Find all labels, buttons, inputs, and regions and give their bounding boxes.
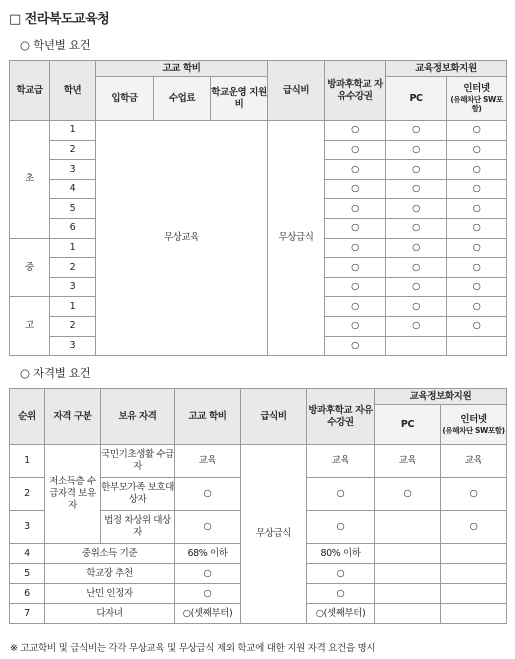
pc-mark bbox=[386, 336, 447, 356]
internet-mark: ○ bbox=[447, 297, 507, 317]
header-pc: PC bbox=[386, 77, 447, 121]
header-grade: 학년 bbox=[50, 61, 96, 121]
header-admission: 입학금 bbox=[96, 77, 154, 121]
grade-cell: 1 bbox=[50, 238, 96, 258]
internet-cell: ○ bbox=[441, 478, 507, 511]
afterschool-mark: ○ bbox=[325, 336, 386, 356]
afterschool-mark: ○ bbox=[325, 140, 386, 160]
internet-cell bbox=[441, 544, 507, 564]
pc-mark: ○ bbox=[386, 316, 447, 336]
header-hs-fees: 고교 학비 bbox=[96, 61, 268, 77]
internet-mark bbox=[447, 336, 507, 356]
rank-cell: 2 bbox=[10, 478, 45, 511]
internet-mark: ○ bbox=[447, 316, 507, 336]
low-income-group-cell: 저소득층 수급자격 보유자 bbox=[45, 445, 101, 544]
pc-mark: ○ bbox=[386, 238, 447, 258]
hs-fees-cell: ○(셋째부터) bbox=[175, 604, 241, 624]
free-meal-cell: 무상급식 bbox=[268, 121, 325, 356]
afterschool-mark: ○ bbox=[325, 199, 386, 219]
internet-mark: ○ bbox=[447, 199, 507, 219]
afterschool-mark: ○ bbox=[325, 179, 386, 199]
pc-mark: ○ bbox=[386, 218, 447, 238]
afterschool-cell: ○ bbox=[307, 584, 375, 604]
pc-cell bbox=[375, 604, 441, 624]
header-meal-2: 급식비 bbox=[241, 389, 307, 445]
internet-cell bbox=[441, 604, 507, 624]
header-edu-info-2: 교육정보화지원 bbox=[375, 389, 507, 405]
header-internet-note: (유해차단 SW포함) bbox=[450, 95, 503, 114]
hs-fees-cell: 68% 이하 bbox=[175, 544, 241, 564]
pc-mark: ○ bbox=[386, 179, 447, 199]
header-operation: 학교운영 지원비 bbox=[211, 77, 268, 121]
header-edu-info: 교육정보화지원 bbox=[386, 61, 507, 77]
pc-mark: ○ bbox=[386, 140, 447, 160]
hs-fees-cell: ○ bbox=[175, 584, 241, 604]
header-internet-label: 인터넷 bbox=[463, 83, 490, 95]
hs-fees-cell: ○ bbox=[175, 511, 241, 544]
pc-mark: ○ bbox=[386, 297, 447, 317]
internet-mark: ○ bbox=[447, 160, 507, 180]
afterschool-mark: ○ bbox=[325, 258, 386, 278]
qualification-cell: 학교장 추천 bbox=[45, 564, 175, 584]
header-afterschool-2: 방과후학교 자유수강권 bbox=[307, 389, 375, 445]
pc-mark: ○ bbox=[386, 121, 447, 141]
afterschool-mark: ○ bbox=[325, 238, 386, 258]
internet-cell bbox=[441, 564, 507, 584]
grade-requirements-table bbox=[9, 60, 507, 356]
pc-cell bbox=[375, 544, 441, 564]
afterschool-cell: 80% 이하 bbox=[307, 544, 375, 564]
rank-cell: 7 bbox=[10, 604, 45, 624]
section-heading-grade: ○ 학년별 요건 bbox=[20, 38, 91, 52]
holder-cell: 국민기초생활 수급자 bbox=[101, 445, 175, 478]
afterschool-mark: ○ bbox=[325, 121, 386, 141]
internet-cell: 교육 bbox=[441, 445, 507, 478]
header-hs-fees-2: 고교 학비 bbox=[175, 389, 241, 445]
header-internet-note-2: (유해차단 SW포함) bbox=[442, 425, 505, 435]
pc-mark: ○ bbox=[386, 160, 447, 180]
afterschool-mark: ○ bbox=[325, 297, 386, 317]
header-afterschool: 방과후학교 자유수강권 bbox=[325, 61, 386, 121]
rank-cell: 5 bbox=[10, 564, 45, 584]
rank-cell: 3 bbox=[10, 511, 45, 544]
free-education-cell: 무상교육 bbox=[96, 121, 268, 356]
internet-mark: ○ bbox=[447, 238, 507, 258]
internet-mark: ○ bbox=[447, 121, 507, 141]
section-heading-qualification: ○ 자격별 요건 bbox=[20, 366, 91, 380]
internet-mark: ○ bbox=[447, 258, 507, 278]
grade-cell: 5 bbox=[50, 199, 96, 219]
pc-mark: ○ bbox=[386, 277, 447, 297]
rank-cell: 4 bbox=[10, 544, 45, 564]
qualification-cell: 중위소득 기준 bbox=[45, 544, 175, 564]
header-tuition: 수업료 bbox=[154, 77, 211, 121]
afterschool-mark: ○ bbox=[325, 218, 386, 238]
header-qual-type: 자격 구분 bbox=[45, 389, 101, 445]
internet-mark: ○ bbox=[447, 218, 507, 238]
afterschool-cell: ○ bbox=[307, 478, 375, 511]
afterschool-cell: ○(셋째부터) bbox=[307, 604, 375, 624]
pc-cell bbox=[375, 564, 441, 584]
school-level-cell: 중 bbox=[10, 238, 50, 297]
internet-cell: ○ bbox=[441, 511, 507, 544]
pc-mark: ○ bbox=[386, 258, 447, 278]
rank-cell: 6 bbox=[10, 584, 45, 604]
internet-cell bbox=[441, 584, 507, 604]
header-rank: 순위 bbox=[10, 389, 45, 445]
grade-cell: 4 bbox=[50, 179, 96, 199]
pc-cell: 교육 bbox=[375, 445, 441, 478]
hs-fees-cell: ○ bbox=[175, 564, 241, 584]
grade-cell: 2 bbox=[50, 140, 96, 160]
holder-cell: 한부모가족 보호대상자 bbox=[101, 478, 175, 511]
page-title: □ 전라북도교육청 bbox=[9, 12, 110, 27]
free-meal-cell: 무상급식 bbox=[241, 445, 307, 624]
qualification-requirements-table bbox=[9, 388, 507, 624]
afterschool-cell: ○ bbox=[307, 511, 375, 544]
qualification-cell: 다자녀 bbox=[45, 604, 175, 624]
grade-cell: 1 bbox=[50, 121, 96, 141]
afterschool-mark: ○ bbox=[325, 277, 386, 297]
qualification-table-body bbox=[10, 445, 507, 624]
pc-cell: ○ bbox=[375, 478, 441, 511]
footnote: ※ 고교학비 및 급식비는 각각 무상교육 및 무상급식 제외 학교에 대한 지원 자격 요건을 명시 bbox=[10, 643, 376, 654]
grade-cell: 6 bbox=[50, 218, 96, 238]
table-row bbox=[10, 445, 507, 478]
rank-cell: 1 bbox=[10, 445, 45, 478]
header-internet-2 bbox=[441, 405, 507, 445]
header-level: 학교급 bbox=[10, 61, 50, 121]
header-holder: 보유 자격 bbox=[101, 389, 175, 445]
afterschool-mark: ○ bbox=[325, 316, 386, 336]
pc-cell bbox=[375, 584, 441, 604]
internet-mark: ○ bbox=[447, 140, 507, 160]
header-meal: 급식비 bbox=[268, 61, 325, 121]
afterschool-mark: ○ bbox=[325, 160, 386, 180]
school-level-cell: 고 bbox=[10, 297, 50, 356]
hs-fees-cell: 교육 bbox=[175, 445, 241, 478]
table-row bbox=[10, 121, 507, 141]
holder-cell: 법정 차상위 대상자 bbox=[101, 511, 175, 544]
qualification-cell: 난민 인정자 bbox=[45, 584, 175, 604]
grade-cell: 2 bbox=[50, 258, 96, 278]
pc-mark: ○ bbox=[386, 199, 447, 219]
header-pc-2: PC bbox=[375, 405, 441, 445]
header-internet bbox=[447, 77, 507, 121]
grade-table-body bbox=[10, 121, 507, 356]
internet-mark: ○ bbox=[447, 179, 507, 199]
grade-cell: 2 bbox=[50, 316, 96, 336]
header-internet-label-2: 인터넷 bbox=[460, 413, 487, 425]
hs-fees-cell: ○ bbox=[175, 478, 241, 511]
internet-mark: ○ bbox=[447, 277, 507, 297]
grade-cell: 3 bbox=[50, 160, 96, 180]
grade-cell: 3 bbox=[50, 277, 96, 297]
grade-cell: 1 bbox=[50, 297, 96, 317]
afterschool-cell: 교육 bbox=[307, 445, 375, 478]
pc-cell bbox=[375, 511, 441, 544]
school-level-cell: 초 bbox=[10, 121, 50, 239]
grade-cell: 3 bbox=[50, 336, 96, 356]
afterschool-cell: ○ bbox=[307, 564, 375, 584]
